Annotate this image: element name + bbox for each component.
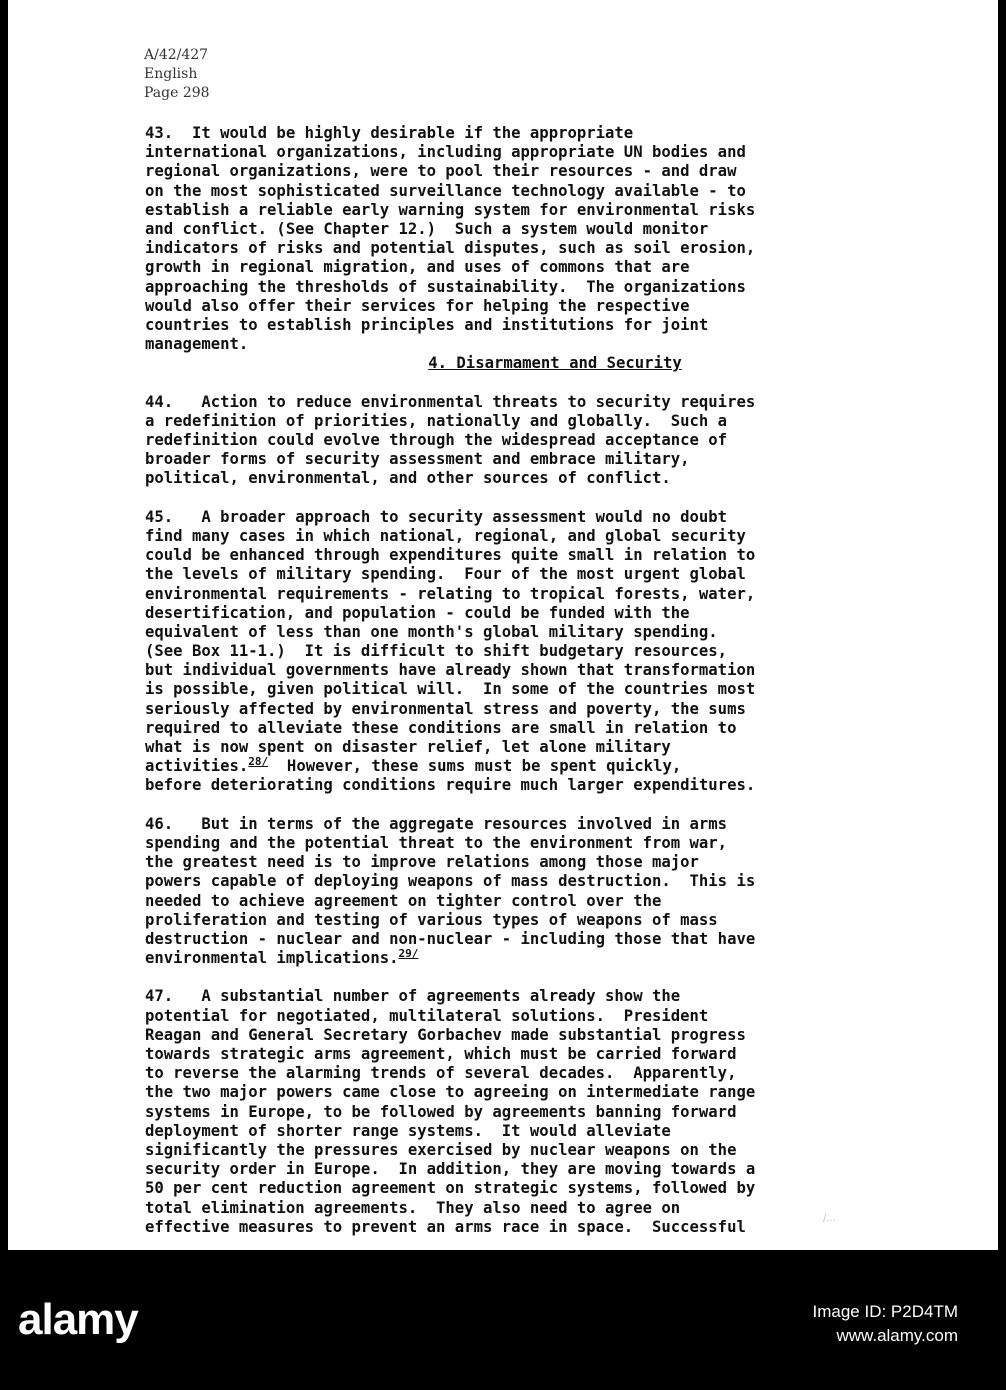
paragraph-line: spending and the potential threat to the environment from war, [145, 833, 728, 852]
site-url: www.alamy.com [836, 1326, 958, 1345]
footnote-line-text: environmental implications. [145, 949, 399, 968]
document-body [145, 124, 925, 1237]
alamy-logo: alamy [18, 1295, 138, 1344]
paragraph-line: to reverse the alarming trends of several decades. Apparently, [145, 1064, 737, 1083]
document-symbol: A/42/427 [144, 47, 209, 63]
footnote-reference: 29/ [398, 946, 419, 960]
paragraph-line: find many cases in which national, regional, and global security [145, 526, 746, 545]
section-heading: 4. Disarmament and Security [428, 354, 682, 373]
footnote-line-text: However, these sums must be spent quickly, [268, 757, 682, 776]
paragraph-line: proliferation and testing of various types of weapons of mass [145, 910, 718, 929]
paragraph-line: 47. A substantial number of agreements already show the [145, 987, 681, 1006]
paragraph-43-line: international organizations, including appropriate UN bodies and [145, 143, 746, 162]
paragraph-43-line: management. [145, 335, 249, 354]
paragraph-line: 46. But in terms of the aggregate resources involved in arms [145, 814, 728, 833]
paragraph-line: the levels of military spending. Four of the most urgent global [145, 565, 746, 584]
paragraph-gap [145, 373, 925, 392]
paragraph-gap [145, 489, 925, 508]
footer-id [813, 1300, 959, 1348]
paragraph-line: the two major powers came close to agreeing on intermediate range [145, 1083, 756, 1102]
paragraph-43-line: on the most sophisticated surveillance technology available - to [145, 181, 746, 200]
footnote-line [145, 757, 925, 776]
page-number: Page 298 [144, 85, 210, 101]
image-id: Image ID: P2D4TM [812, 1302, 958, 1321]
footnote-reference: 28/ [248, 755, 269, 768]
footnote-line [145, 946, 925, 968]
paragraph-line: 45. A broader approach to security assessment would no doubt [145, 507, 728, 526]
paragraph-line: could be enhanced through expenditures quite small in relation to [145, 546, 756, 565]
paragraph-line: destruction - nuclear and non-nuclear - including those that have [145, 929, 756, 948]
paragraph-line: is possible, given political will. In some of the countries most [145, 680, 756, 699]
paragraph-43-line: indicators of risks and potential disputes, such as soil erosion, [145, 239, 756, 258]
paragraph-line: required to alleviate these conditions are small in relation to [145, 718, 737, 737]
paragraph-line: equivalent of less than one month's global military spending. [145, 622, 718, 641]
document-language: English [144, 66, 198, 82]
paragraph-line: before deteriorating conditions require much larger expenditures. [145, 776, 756, 795]
paragraph-line: but individual governments have already shown that transformation [145, 661, 756, 680]
paragraph-43-line: regional organizations, were to pool their resources - and draw [145, 162, 737, 181]
paragraph-line: significantly the pressures exercised by nuclear weapons on the [145, 1140, 737, 1159]
paragraph-line: total elimination agreements. They also need to agree on [145, 1198, 681, 1217]
paragraph-line: seriously affected by environmental stress and poverty, the sums [145, 699, 746, 718]
paragraph-line: redefinition could evolve through the widespread acceptance of [145, 431, 728, 449]
paragraph-line: desertification, and population - could be funded with the [145, 603, 690, 622]
paragraph-line: powers capable of deploying weapons of mass destruction. This is [145, 872, 756, 891]
paragraph-line: Reagan and General Secretary Gorbachev made substantial progress [145, 1025, 746, 1044]
paragraph-gap [145, 796, 925, 815]
paragraph-line: political, environmental, and other sources of conflict. [145, 469, 671, 488]
paragraph-line: security order in Europe. In addition, they are moving towards a [145, 1160, 756, 1179]
paragraph-line: effective measures to prevent an arms race in space. Successful [145, 1217, 746, 1236]
paragraph-line: broader forms of security assessment and embrace military, [145, 450, 690, 469]
paragraph-line: a redefinition of priorities, nationally and globally. Such a [145, 411, 728, 430]
document-page [8, 0, 998, 1250]
continuation-mark: /... [823, 1213, 836, 1224]
paragraph-line: 50 per cent reduction agreement on strategic systems, followed by [145, 1179, 756, 1198]
paragraph-line: 44. Action to reduce environmental threats to security requires [145, 392, 756, 411]
paragraph-line: towards strategic arms agreement, which must be carried forward [145, 1045, 737, 1063]
paragraph-line: deployment of shorter range systems. It would alleviate [145, 1121, 671, 1140]
paragraph-line: what is now spent on disaster relief, let alone military [145, 738, 671, 756]
paragraph-43-line: and conflict. (See Chapter 12.) Such a system would monitor [145, 219, 709, 238]
paragraph-gap [145, 968, 925, 987]
paragraph-43-line: countries to establish principles and institutions for joint [145, 315, 709, 334]
paragraph-line: the greatest need is to improve relations among those major [145, 853, 699, 872]
paragraph-line: needed to achieve agreement on tighter control over the [145, 891, 662, 910]
paragraph-line: systems in Europe, to be followed by agreements banning forward [145, 1102, 737, 1121]
footnote-line-text: activities. [145, 757, 249, 776]
paragraph-line: potential for negotiated, multilateral solutions. President [145, 1006, 709, 1025]
paragraph-43-line: growth in regional migration, and uses of commons that are [145, 258, 690, 277]
paragraph-43-line: 43. It would be highly desirable if the appropriate [145, 124, 634, 142]
paragraph-43-line: approaching the thresholds of sustainability. The organizations [145, 277, 746, 296]
paragraph-line: (See Box 11-1.) It is difficult to shift budgetary resources, [145, 642, 728, 661]
paragraph-43-line: establish a reliable early warning system for environmental risks [145, 200, 756, 219]
paragraph-43-line: would also offer their services for helping the respective [145, 296, 690, 315]
paragraph-line: environmental requirements - relating to tropical forests, water, [145, 584, 756, 603]
document-header [144, 46, 210, 103]
